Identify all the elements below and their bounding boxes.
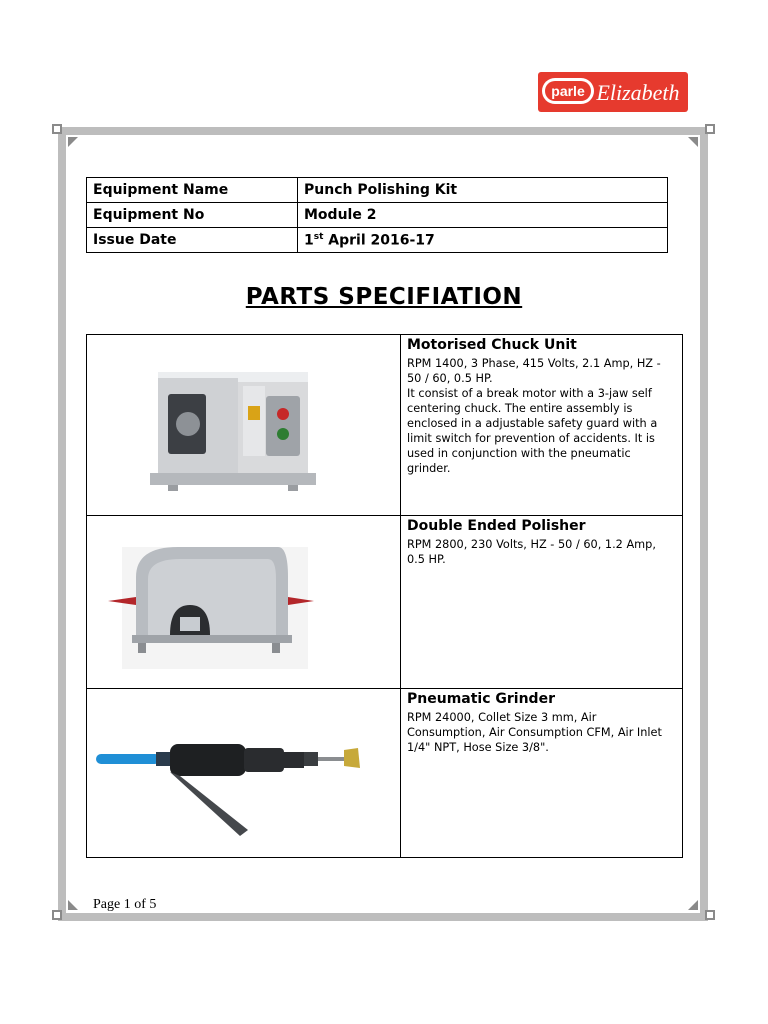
- frame-bottom: [58, 913, 708, 921]
- frame-arrow-tl: [68, 137, 78, 147]
- part-text: It consist of a break motor with a 3-jaw self centering chuck. The entire assembly is enclosed in a adjustable safety guard with a limit switch for prevention of accidents. It is used in conjunction with the pneumatic grinder.: [407, 387, 658, 475]
- part-description-cell: [401, 689, 683, 858]
- page-title: PARTS SPECIFIATION: [245, 284, 523, 310]
- part-name: Pneumatic Grinder: [407, 691, 555, 707]
- frame-arrow-bl: [68, 900, 78, 910]
- frame-corner-br: [705, 910, 715, 920]
- part-spec: RPM 1400, 3 Phase, 415 Volts, 2.1 Amp, HZ - 50 / 60, 0.5 HP.: [407, 357, 661, 385]
- issue-date-rest: April 2016-17: [328, 232, 435, 249]
- part-name: Motorised Chuck Unit: [407, 337, 577, 353]
- motorised-chuck-unit-image: [88, 336, 399, 510]
- issue-date-value: [298, 228, 668, 253]
- page-number: Page 1 of 5: [93, 897, 157, 912]
- issue-date-suffix: st: [313, 231, 324, 242]
- part-name: Double Ended Polisher: [407, 518, 586, 534]
- equipment-no-label: Equipment No: [87, 203, 298, 228]
- frame-corner-tl: [52, 124, 62, 134]
- issue-date-day: 1: [304, 232, 314, 249]
- frame-arrow-br: [688, 900, 698, 910]
- equipment-info-table: [86, 177, 668, 253]
- frame-right: [700, 127, 708, 921]
- frame-left: [58, 127, 66, 921]
- part-image-cell: [87, 689, 401, 858]
- table-row: [87, 228, 668, 253]
- part-description-cell: [401, 335, 683, 516]
- issue-date-label: Issue Date: [87, 228, 298, 253]
- part-spec: RPM 24000, Collet Size 3 mm, Air Consumption, Air Consumption CFM, Air Inlet 1/4" NPT, Hose Size 3/8".: [407, 711, 662, 754]
- table-row: [87, 178, 668, 203]
- logo-brand-text: parle: [551, 83, 585, 99]
- frame-arrow-tr: [688, 137, 698, 147]
- equipment-name-label: Equipment Name: [87, 178, 298, 203]
- part-image-cell: [87, 335, 401, 516]
- part-description-cell: [401, 516, 683, 689]
- table-row: [87, 203, 668, 228]
- frame-corner-tr: [705, 124, 715, 134]
- equipment-name-value: Punch Polishing Kit: [298, 178, 668, 203]
- logo-script-text: Elizabeth: [596, 80, 680, 105]
- frame-corner-bl: [52, 910, 62, 920]
- parts-table: [86, 334, 683, 858]
- table-row: [87, 689, 683, 858]
- frame-top: [58, 127, 708, 135]
- pneumatic-grinder-image: [88, 690, 399, 852]
- table-row: [87, 335, 683, 516]
- double-ended-polisher-image: [88, 517, 399, 683]
- parle-elizabeth-logo: [538, 70, 690, 114]
- part-image-cell: [87, 516, 401, 689]
- table-row: [87, 516, 683, 689]
- part-spec: RPM 2800, 230 Volts, HZ - 50 / 60, 1.2 Amp, 0.5 HP.: [407, 538, 656, 566]
- equipment-no-value: Module 2: [298, 203, 668, 228]
